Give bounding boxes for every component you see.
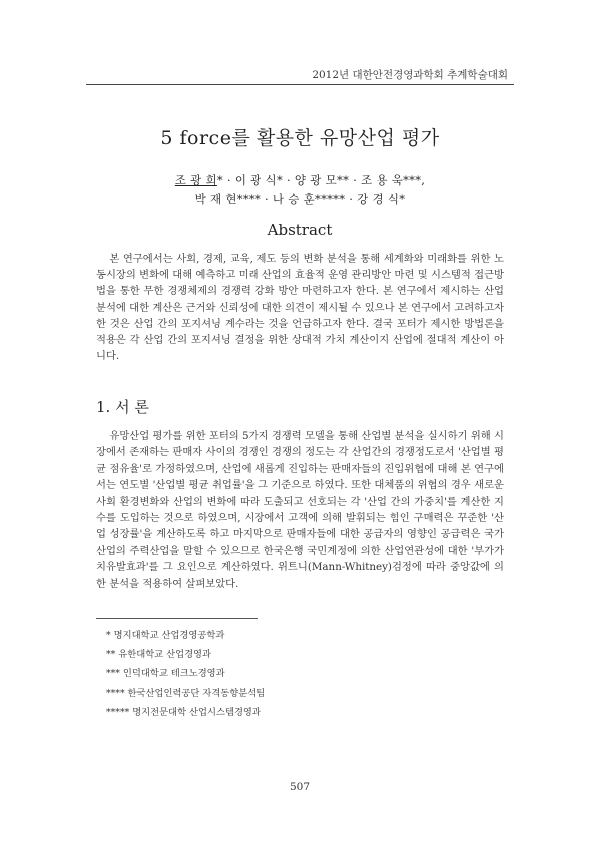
footnote-rule (96, 618, 258, 619)
running-header: 2012년 대한안전경영과학회 추계학술대회 (312, 69, 508, 81)
header-rule (86, 84, 514, 85)
footnote-item: *** 인덕대학교 테크노경영과 (106, 668, 225, 680)
footnote-list (106, 626, 265, 722)
page-number: 507 (289, 781, 311, 793)
footnote-item: ***** 명지전문대학 산업시스템경영과 (106, 706, 261, 718)
footnote-item: ** 유한대학교 산업경영과 (106, 649, 212, 661)
first-author: 조 광 희 (174, 173, 217, 187)
section-heading-introduction: 1. 서 론 (96, 398, 149, 416)
section-body-introduction: 유망산업 평가를 위한 포터의 5가지 경쟁력 모델을 통해 산업별 분석을 실시하기 위해 시장에서 존재하는 판매자 사이의 경쟁인 경쟁의 정도는 각 산업간의 경쟁정도로서 '산업별 평균 점유율'로 가정하였으며, 산업에 새롭게 진입하는 판매자들의 진입위협에 대해 본 연구에서는 연도별 '산업별 평균 취업률'을 그 기준으로 하였다. 또한 대체품의 위협의 경우 새로운 사회 환경변화와 산업의 변화에 따라 도출되고 선호되는 각 '산업 간의 가중치'를 계산한 지수를 도입하는 것으로 하였으며, 시장에서 고객에 의해 발휘되는 힘인 구매력은 꾸준한 '산업 성장률'을 계산하도록 하고 마지막으로 판매자들에 대한 공급자의 영향인 공급력은 국가산업의 주력산업을 말할 수 있으므로 한국은행 국민계정에 의한 산업연관성에 대한 '부가가치유발효과'를 그 요인으로 계산하였다. 위트니(Mann-Whitney)검정에 따라 중앙값에 의한 분석을 적용하여 살펴보았다. (96, 430, 504, 590)
abstract-heading: Abstract (267, 221, 333, 239)
author-line-2: 박 재 현**** · 나 승 훈***** · 강 경 식* (194, 192, 406, 206)
footnote-item: **** 한국산업인력공단 자격동향분석팀 (106, 687, 266, 699)
paper-title: 5 force를 활용한 유망산업 평가 (160, 127, 440, 149)
abstract-body: 본 연구에서는 사회, 경제, 교육, 제도 등의 변화 분석을 통해 세계화와 미래화를 위한 노동시장의 변화에 대해 예측하고 미래 산업의 효율적 운영 관리방안 마련 및 시스템적 접근방법을 통한 무한 경쟁체제의 경쟁력 강화 방안 마련하고자 한다. 본 연구에서 제시하는 산업분석에 대한 계산은 근거와 신뢰성에 대한 의견이 제시될 수 있으나 본 연구에서 고려하고자 한 것은 산업 간의 포지셔닝 계수라는 것을 언급하고자 한다. 결국 포터가 제시한 방법론을 적용은 각 산업 간의 포지셔닝 결정을 위한 상대적 가치 계산이지 산업에 절대적 계산이 아니다. (96, 253, 504, 363)
author-line-1 (0, 172, 600, 188)
co-authors-line-1: * · 이 광 식* · 양 광 모** · 조 용 욱***, (216, 173, 426, 187)
footnote-item: * 명지대학교 산업경영공학과 (106, 630, 225, 641)
